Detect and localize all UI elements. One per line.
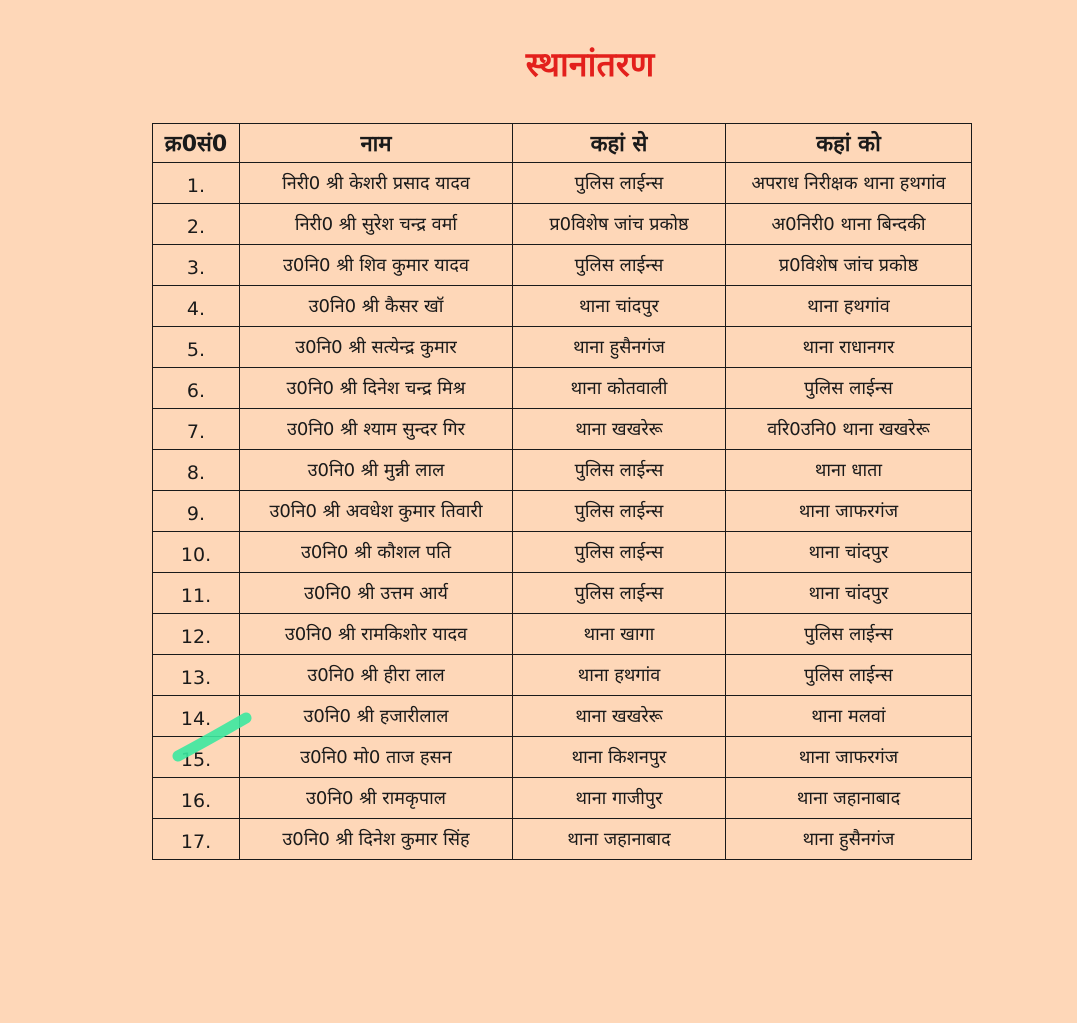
header-from: कहां से xyxy=(513,124,726,163)
cell-serial-number: 11. xyxy=(153,573,240,614)
cell-to: थाना चांदपुर xyxy=(726,573,972,614)
cell-serial-number: 5. xyxy=(153,327,240,368)
cell-to: पुलिस लाईन्स xyxy=(726,368,972,409)
cell-to: थाना मलवां xyxy=(726,696,972,737)
cell-from: थाना किशनपुर xyxy=(513,737,726,778)
cell-to: पुलिस लाईन्स xyxy=(726,655,972,696)
table-row xyxy=(153,327,972,368)
cell-from: पुलिस लाईन्स xyxy=(513,532,726,573)
cell-to: पुलिस लाईन्स xyxy=(726,614,972,655)
cell-serial-number: 7. xyxy=(153,409,240,450)
cell-name: उ0नि0 श्री दिनेश चन्द्र मिश्र xyxy=(240,368,513,409)
cell-to: थाना जाफरगंज xyxy=(726,737,972,778)
cell-name: उ0नि0 श्री दिनेश कुमार सिंह xyxy=(240,819,513,860)
cell-name: उ0नि0 श्री हीरा लाल xyxy=(240,655,513,696)
table-row xyxy=(153,655,972,696)
cell-serial-number: 3. xyxy=(153,245,240,286)
cell-to: अपराध निरीक्षक थाना हथगांव xyxy=(726,163,972,204)
table-row xyxy=(153,491,972,532)
table-body xyxy=(153,163,972,860)
cell-name: उ0नि0 श्री हजारीलाल xyxy=(240,696,513,737)
cell-from: थाना जहानाबाद xyxy=(513,819,726,860)
table-row xyxy=(153,614,972,655)
cell-from: थाना खखरेरू xyxy=(513,409,726,450)
cell-to: थाना हुसैनगंज xyxy=(726,819,972,860)
table-row xyxy=(153,368,972,409)
table-row xyxy=(153,163,972,204)
table-row xyxy=(153,737,972,778)
cell-name: निरी0 श्री सुरेश चन्द्र वर्मा xyxy=(240,204,513,245)
cell-from: प्र0विशेष जांच प्रकोष्ठ xyxy=(513,204,726,245)
cell-from: पुलिस लाईन्स xyxy=(513,573,726,614)
cell-from: पुलिस लाईन्स xyxy=(513,163,726,204)
cell-to: थाना धाता xyxy=(726,450,972,491)
table-row xyxy=(153,573,972,614)
table-row xyxy=(153,450,972,491)
cell-name: उ0नि0 श्री मुन्नी लाल xyxy=(240,450,513,491)
cell-to: प्र0विशेष जांच प्रकोष्ठ xyxy=(726,245,972,286)
cell-serial-number: 6. xyxy=(153,368,240,409)
table-row xyxy=(153,778,972,819)
cell-name: उ0नि0 श्री सत्येन्द्र कुमार xyxy=(240,327,513,368)
header-serial-number: क्र0सं0 xyxy=(153,124,240,163)
cell-name: उ0नि0 श्री कैसर खॉ xyxy=(240,286,513,327)
table-row xyxy=(153,696,972,737)
cell-serial-number: 15. xyxy=(153,737,240,778)
cell-name: उ0नि0 श्री रामकिशोर यादव xyxy=(240,614,513,655)
cell-serial-number: 4. xyxy=(153,286,240,327)
cell-from: थाना गाजीपुर xyxy=(513,778,726,819)
cell-from: पुलिस लाईन्स xyxy=(513,450,726,491)
page-title: स्थानांतरण xyxy=(525,45,655,85)
cell-from: थाना हुसैनगंज xyxy=(513,327,726,368)
cell-to: थाना राधानगर xyxy=(726,327,972,368)
header-to: कहां को xyxy=(726,124,972,163)
cell-serial-number: 8. xyxy=(153,450,240,491)
cell-name: उ0नि0 श्री रामकृपाल xyxy=(240,778,513,819)
cell-to: थाना जाफरगंज xyxy=(726,491,972,532)
table-row xyxy=(153,204,972,245)
cell-to: थाना चांदपुर xyxy=(726,532,972,573)
cell-name: उ0नि0 श्री कौशल पति xyxy=(240,532,513,573)
table-row xyxy=(153,409,972,450)
cell-from: थाना कोतवाली xyxy=(513,368,726,409)
cell-name: उ0नि0 श्री उत्तम आर्य xyxy=(240,573,513,614)
cell-serial-number: 16. xyxy=(153,778,240,819)
cell-serial-number: 14. xyxy=(153,696,240,737)
table-row xyxy=(153,532,972,573)
table-row xyxy=(153,245,972,286)
cell-to: वरि0उनि0 थाना खखरेरू xyxy=(726,409,972,450)
cell-serial-number: 17. xyxy=(153,819,240,860)
cell-from: पुलिस लाईन्स xyxy=(513,245,726,286)
cell-from: थाना खखरेरू xyxy=(513,696,726,737)
table-row xyxy=(153,286,972,327)
transfer-table xyxy=(152,123,972,860)
cell-serial-number: 1. xyxy=(153,163,240,204)
cell-from: थाना खागा xyxy=(513,614,726,655)
cell-from: पुलिस लाईन्स xyxy=(513,491,726,532)
table-header-row xyxy=(153,124,972,163)
cell-serial-number: 12. xyxy=(153,614,240,655)
cell-serial-number: 2. xyxy=(153,204,240,245)
cell-name: उ0नि0 श्री अवधेश कुमार तिवारी xyxy=(240,491,513,532)
cell-name: उ0नि0 श्री शिव कुमार यादव xyxy=(240,245,513,286)
cell-name: उ0नि0 श्री श्याम सुन्दर गिर xyxy=(240,409,513,450)
cell-from: थाना चांदपुर xyxy=(513,286,726,327)
cell-from: थाना हथगांव xyxy=(513,655,726,696)
table-row xyxy=(153,819,972,860)
cell-to: थाना जहानाबाद xyxy=(726,778,972,819)
cell-name: निरी0 श्री केशरी प्रसाद यादव xyxy=(240,163,513,204)
cell-serial-number: 13. xyxy=(153,655,240,696)
header-name: नाम xyxy=(240,124,513,163)
cell-name: उ0नि0 मो0 ताज हसन xyxy=(240,737,513,778)
cell-to: अ0निरी0 थाना बिन्दकी xyxy=(726,204,972,245)
cell-to: थाना हथगांव xyxy=(726,286,972,327)
cell-serial-number: 9. xyxy=(153,491,240,532)
cell-serial-number: 10. xyxy=(153,532,240,573)
